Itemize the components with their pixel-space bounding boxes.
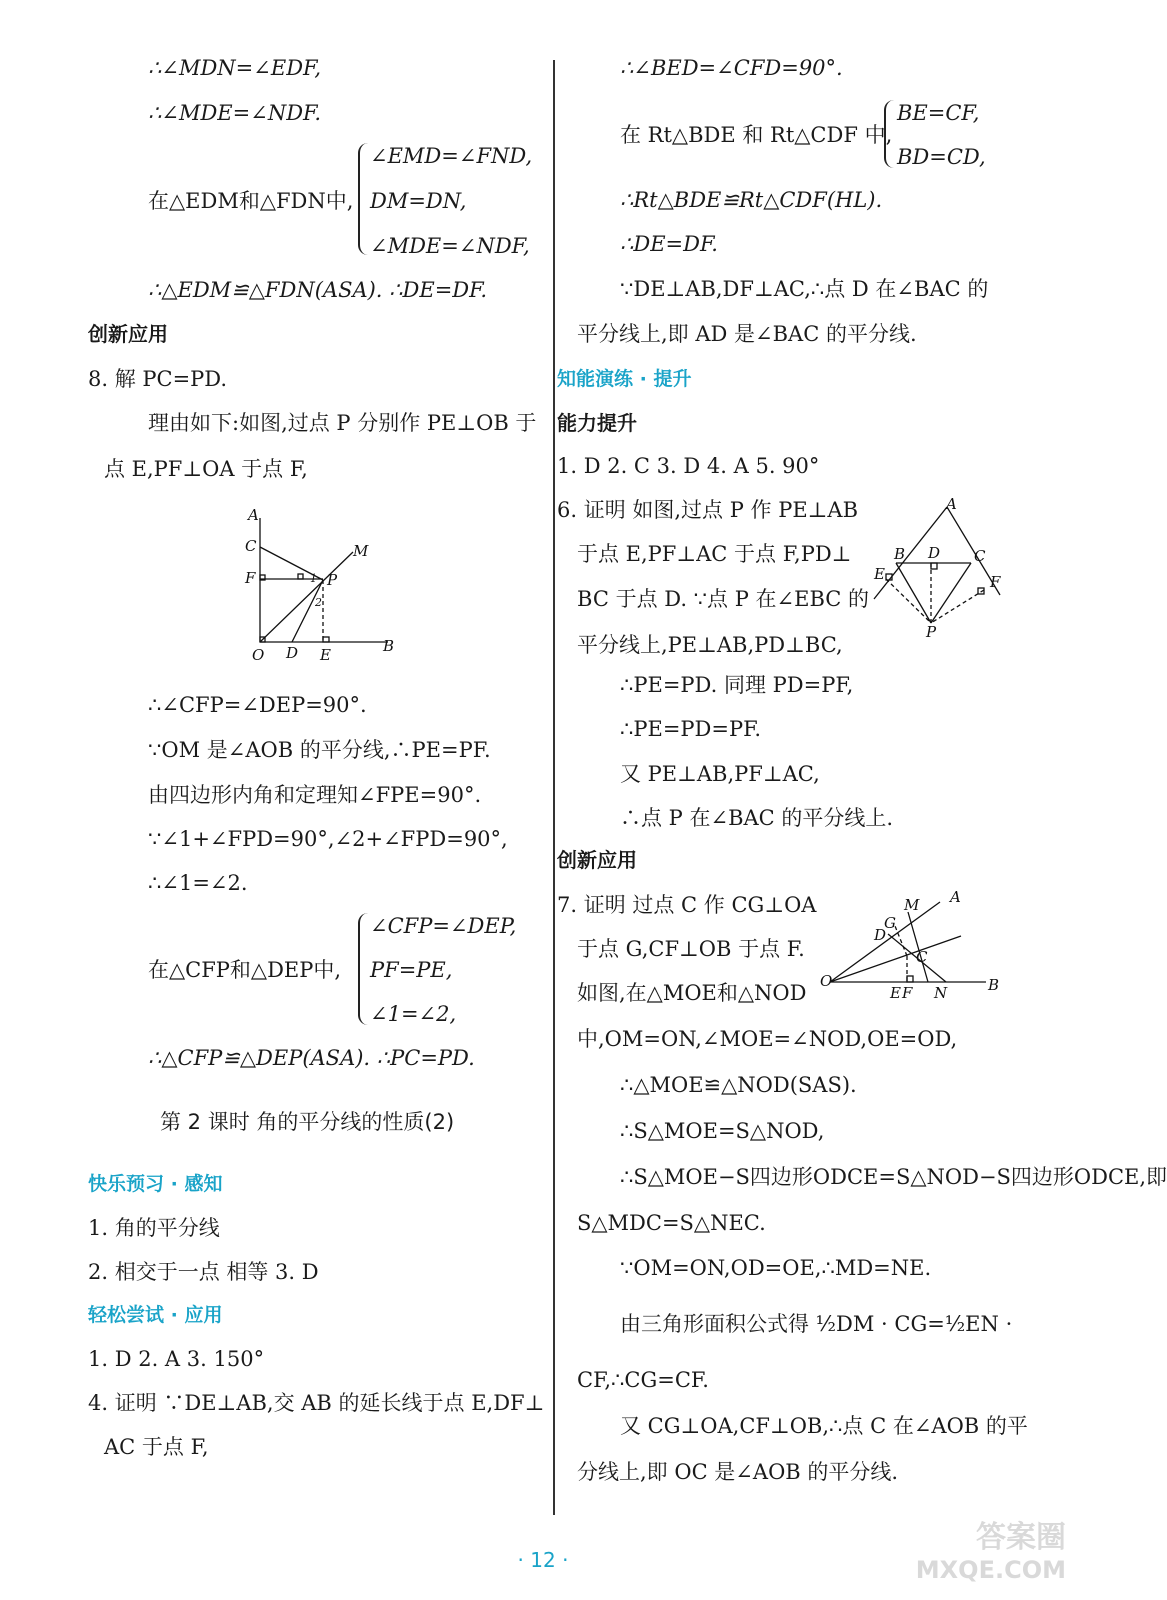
answer-line: S△MDC=S△NEC. xyxy=(577,1211,766,1235)
system-prefix: 在 Rt△BDE 和 Rt△CDF 中, xyxy=(620,123,893,147)
label-A: A xyxy=(248,506,259,524)
label-D: D xyxy=(874,926,887,944)
answer-line: 分线上,即 OC 是∠AOB 的平分线. xyxy=(577,1460,899,1484)
lesson-title: 第 2 课时 角的平分线的性质(2) xyxy=(160,1110,455,1134)
text-line: 点 E,PF⊥OA 于点 F, xyxy=(104,457,308,481)
text-line: ∴△EDM≌△FDN(ASA). ∴DE=DF. xyxy=(148,278,488,302)
label-1: 1 xyxy=(310,572,317,585)
label-C: C xyxy=(245,537,257,555)
label-B: B xyxy=(383,637,395,655)
label-D: D xyxy=(928,544,941,562)
label-O: O xyxy=(252,646,265,664)
system-prefix: 在△EDM和△FDN中, xyxy=(148,189,354,213)
label-B: B xyxy=(894,545,906,563)
watermark-line: MXQE.COM xyxy=(915,1556,1066,1584)
text-line: ∴∠1=∠2. xyxy=(148,871,248,895)
label-F: F xyxy=(245,569,256,587)
label-O: O xyxy=(820,972,833,990)
answer-line: 7. 证明 过点 C 作 CG⊥OA xyxy=(557,893,817,917)
label-M: M xyxy=(904,896,920,914)
answer-line: 由三角形面积公式得 ½DM · CG=½EN · xyxy=(620,1312,1013,1336)
label-E: E xyxy=(890,984,901,1002)
answer-line: AC 于点 F, xyxy=(104,1435,209,1459)
figure-q6 xyxy=(866,495,1016,645)
section-heading: 创新应用 xyxy=(88,322,168,346)
answer-line: 1. D 2. C 3. D 4. A 5. 90° xyxy=(557,454,820,478)
answer-line: 1. 角的平分线 xyxy=(88,1216,220,1240)
answer-line: ∴S△MOE−S四边形ODCE=S△NOD−S四边形ODCE,即 xyxy=(620,1165,1167,1189)
label-2: 2 xyxy=(315,596,322,609)
system-line: DM=DN, xyxy=(370,189,467,213)
section-heading-try: 轻松尝试 · 应用 xyxy=(88,1304,223,1326)
section-heading: 能力提升 xyxy=(557,411,637,435)
system-line: ∠1=∠2, xyxy=(370,1002,457,1026)
system-line: BD=CD, xyxy=(897,145,986,169)
answer-line: 2. 相交于一点 相等 3. D xyxy=(88,1260,319,1284)
text-line: ∴DE=DF. xyxy=(620,232,718,256)
answer-line: CF,∴CG=CF. xyxy=(577,1368,709,1392)
answer-line: 如图,在△MOE和△NOD xyxy=(577,981,807,1005)
section-heading-preview: 快乐预习 · 感知 xyxy=(88,1173,223,1195)
figure-q7 xyxy=(816,886,1006,1006)
brace xyxy=(358,143,370,255)
watermark xyxy=(916,1522,1066,1586)
section-heading-ability: 知能演练 · 提升 xyxy=(557,368,692,390)
label-E: E xyxy=(874,565,885,583)
label-N: N xyxy=(934,984,948,1002)
text-line: 平分线上,即 AD 是∠BAC 的平分线. xyxy=(577,322,917,346)
answer-line: 平分线上,PE⊥AB,PD⊥BC, xyxy=(577,633,843,657)
answer-line: ∴点 P 在∠BAC 的平分线上. xyxy=(620,806,894,830)
brace xyxy=(884,100,896,168)
text-line: ∴∠CFP=∠DEP=90°. xyxy=(148,693,367,717)
answer-line: ∴S△MOE=S△NOD, xyxy=(620,1119,825,1143)
answer-line: 又 CG⊥OA,CF⊥OB,∴点 C 在∠AOB 的平 xyxy=(620,1414,1028,1438)
label-D: D xyxy=(286,644,299,662)
question-8: 8. 解 PC=PD. xyxy=(88,367,228,391)
system-line: ∠CFP=∠DEP, xyxy=(370,914,517,938)
answer-line: ∴PE=PD=PF. xyxy=(620,717,762,741)
answer-line: 4. 证明 ∵DE⊥AB,交 AB 的延长线于点 E,DF⊥ xyxy=(88,1391,545,1415)
text-line: ∴∠MDE=∠NDF. xyxy=(148,101,322,125)
answer-line: ∴PE=PD. 同理 PD=PF, xyxy=(620,673,854,697)
system-line: ∠MDE=∠NDF, xyxy=(370,234,530,258)
figure-q8 xyxy=(238,500,408,670)
label-A: A xyxy=(950,888,961,906)
label-B: B xyxy=(988,976,1000,994)
label-E: E xyxy=(320,646,331,664)
system-line: ∠EMD=∠FND, xyxy=(370,144,533,168)
answer-line: 6. 证明 如图,过点 P 作 PE⊥AB xyxy=(557,498,859,522)
answer-line: 又 PE⊥AB,PF⊥AC, xyxy=(620,762,820,786)
column-divider xyxy=(553,60,555,1515)
system-prefix: 在△CFP和△DEP中, xyxy=(148,958,342,982)
label-F: F xyxy=(902,984,913,1002)
label-C: C xyxy=(974,547,986,565)
answer-line: 于点 E,PF⊥AC 于点 F,PD⊥ xyxy=(577,542,852,566)
text-line: ∴∠MDN=∠EDF, xyxy=(148,56,322,80)
text-line: 理由如下:如图,过点 P 分别作 PE⊥OB 于 xyxy=(148,411,537,435)
answer-line: ∴△MOE≌△NOD(SAS). xyxy=(620,1073,857,1097)
section-heading: 创新应用 xyxy=(557,848,637,872)
label-P: P xyxy=(926,623,937,641)
label-M: M xyxy=(353,542,369,560)
brace xyxy=(358,913,370,1025)
answer-line: BC 于点 D. ∵点 P 在∠EBC 的 xyxy=(577,587,870,611)
text-line: ∵DE⊥AB,DF⊥AC,∴点 D 在∠BAC 的 xyxy=(620,277,989,301)
system-line: PF=PE, xyxy=(370,958,453,982)
label-P: P xyxy=(327,571,338,589)
text-line: ∴Rt△BDE≌Rt△CDF(HL). xyxy=(620,188,883,212)
page-number: · 12 · xyxy=(517,1548,569,1572)
answer-line: 中,OM=ON,∠MOE=∠NOD,OE=OD, xyxy=(577,1027,958,1051)
label-A: A xyxy=(946,495,957,513)
text-line: ∴△CFP≌△DEP(ASA). ∴PC=PD. xyxy=(148,1046,475,1070)
text-line: ∵∠1+∠FPD=90°,∠2+∠FPD=90°, xyxy=(148,827,508,851)
answer-line: 1. D 2. A 3. 150° xyxy=(88,1347,265,1371)
answer-line: ∵OM=ON,OD=OE,∴MD=NE. xyxy=(620,1256,932,1280)
answer-line: 于点 G,CF⊥OB 于点 F. xyxy=(577,937,805,961)
text-line: 由四边形内角和定理知∠FPE=90°. xyxy=(148,783,482,807)
text-line: ∴∠BED=∠CFD=90°. xyxy=(620,56,843,80)
system-line: BE=CF, xyxy=(897,101,980,125)
label-G: G xyxy=(884,914,896,932)
watermark-line: 答案圈 xyxy=(976,1520,1066,1555)
label-F: F xyxy=(990,573,1001,591)
label-C: C xyxy=(916,948,928,966)
text-line: ∵OM 是∠AOB 的平分线,∴PE=PF. xyxy=(148,738,491,762)
